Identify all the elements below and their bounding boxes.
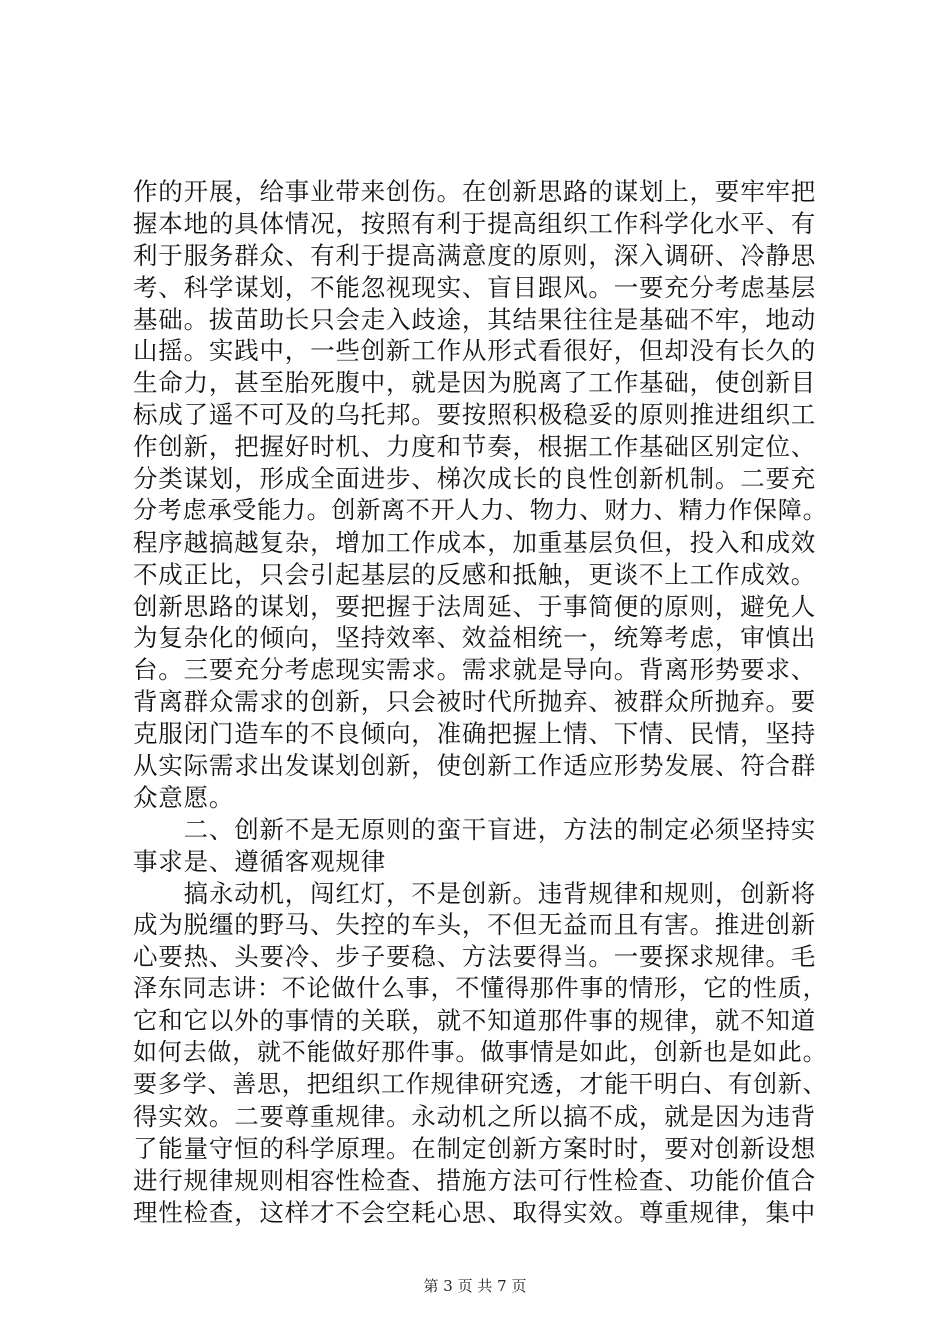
text-line: 程序越搞越复杂，增加工作成本，加重基层负但，投入和成效 (133, 527, 817, 557)
text-line: 众意愿。 (133, 782, 235, 812)
text-line: 分类谋划，形成全面进步、梯次成长的良性创新机制。二要充 (133, 464, 817, 494)
text-line: 作创新，把握好时机、力度和节奏，根据工作基础区别定位、 (133, 432, 817, 462)
text-line: 了能量守恒的科学原理。在制定创新方案时时，要对创新设想 (133, 1133, 817, 1163)
text-line: 山摇。实践中，一些创新工作从形式看很好，但却没有长久的 (133, 336, 817, 366)
text-line: 成为脱缰的野马、失控的车头，不但无益而且有害。推进创新 (133, 910, 817, 940)
text-line: 如何去做，就不能做好那件事。做事情是如此，创新也是如此。 (133, 1038, 828, 1067)
text-line: 标成了遥不可及的乌托邦。要按照积极稳妥的原则推进组织工 (133, 400, 817, 430)
text-line: 台。三要充分考虑现实需求。需求就是导向。背离形势要求、 (133, 655, 817, 685)
text-line: 不成正比，只会引起基层的反感和抵触，更谈不上工作成效。 (133, 559, 817, 589)
text-line: 握本地的具体情况，按照有利于提高组织工作科学化水平、有 (133, 208, 817, 238)
text-line: 背离群众需求的创新，只会被时代所抛弃、被群众所抛弃。要 (133, 687, 817, 717)
text-line: 二、创新不是无原则的蛮干盲进，方法的制定必须坚持实 (133, 814, 817, 844)
text-line: 基础。拔苗助长只会走入歧途，其结果往往是基础不牢，地动 (133, 304, 817, 334)
text-line: 泽东同志讲：不论做什么事，不懂得那件事的情形，它的性质， (133, 974, 828, 1003)
text-line: 分考虑承受能力。创新离不开人力、物力、财力、精力作保障。 (133, 495, 828, 524)
text-line: 生命力，甚至胎死腹中，就是因为脱离了工作基础，使创新目 (133, 368, 817, 398)
text-line: 要多学、善思，把组织工作规律研究透，才能干明白、有创新、 (133, 1069, 828, 1098)
text-line: 搞永动机，闯红灯，不是创新。违背规律和规则，创新将 (133, 878, 817, 908)
text-line: 从实际需求出发谋划创新，使创新工作适应形势发展、符合群 (133, 751, 817, 781)
text-line: 利于服务群众、有利于提高满意度的原则，深入调研、冷静思 (133, 240, 817, 270)
text-line: 为复杂化的倾向，坚持效率、效益相统一，统筹考虑，审慎出 (133, 623, 817, 653)
text-line: 进行规律规则相容性检查、措施方法可行性检查、功能价值合 (133, 1165, 817, 1195)
text-line: 考、科学谋划，不能忽视现实、盲目跟风。一要充分考虑基层 (133, 272, 817, 302)
text-line: 创新思路的谋划，要把握于法周延、于事简便的原则，避免人 (133, 591, 817, 621)
text-line: 心要热、头要冷、步子要稳、方法要得当。一要探求规律。毛 (133, 942, 817, 972)
body-text (133, 176, 833, 1228)
text-line: 它和它以外的事情的关联，就不知道那件事的规律，就不知道 (133, 1006, 817, 1036)
text-line: 克服闭门造车的不良倾向，准确把握上情、下情、民情，坚持 (133, 719, 817, 749)
page-footer: 第 3 页 共 7 页 (423, 1277, 527, 1295)
text-line: 理性检查，这样才不会空耗心思、取得实效。尊重规律，集中 (133, 1197, 817, 1227)
text-line: 得实效。二要尊重规律。永动机之所以搞不成，就是因为违背 (133, 1101, 817, 1131)
text-line: 作的开展，给事业带来创伤。在创新思路的谋划上，要牢牢把 (133, 177, 817, 206)
text-line: 事求是、遵循客观规律 (133, 846, 386, 876)
